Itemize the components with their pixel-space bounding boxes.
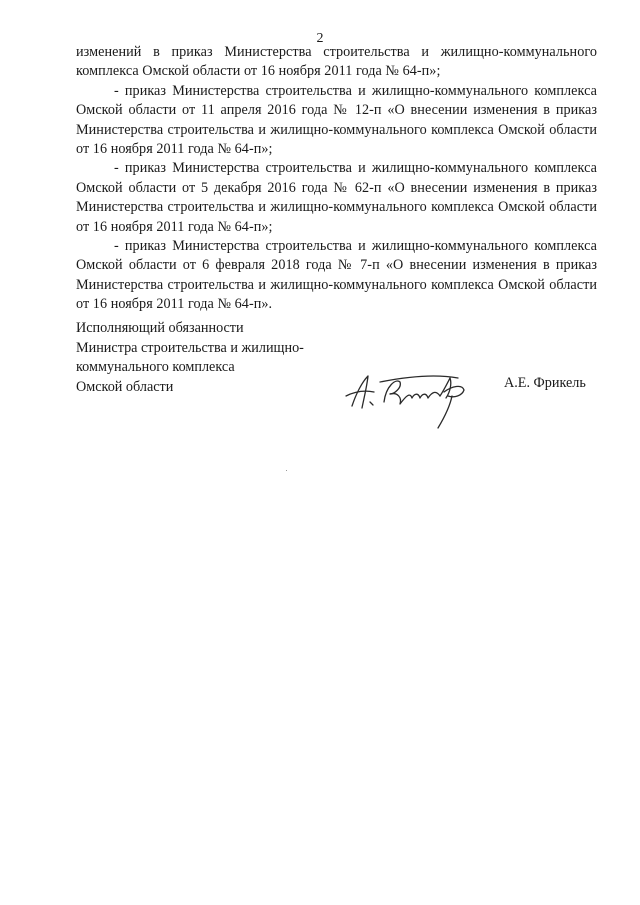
signer-name: А.Е. Фрикель <box>504 375 586 391</box>
list-item-order-7-p: - приказ Министерства строительства и жилищно-коммунального комплекса Омской области от 6 февраля 2018 года № 7-п «О внесении изменения в приказ Министерства строительства и жилищно-коммунального комплекса Омской области от 16 ноября 2011 года № 64-п». <box>76 238 597 313</box>
signatory-line: Министра строительства и жилищно- <box>76 339 304 356</box>
signatory-line: Исполняющий обязанности <box>76 320 244 336</box>
document-body <box>76 43 597 315</box>
list-item-order-12-p: - приказ Министерства строительства и жилищно-коммунального комплекса Омской области от 11 апреля 2016 года № 12-п «О внесении изменения в приказ Министерства строительства и жилищно-коммунального комплекса Омской области от 16 ноября 2011 года № 64-п»; <box>76 82 597 158</box>
handwritten-signature <box>340 372 490 430</box>
page-number: 2 <box>316 31 324 46</box>
signatory-line: коммунального комплекса <box>76 359 235 376</box>
signatory-line: Омской области <box>76 378 174 395</box>
scan-artifact <box>286 470 287 471</box>
list-item-order-62-p: - приказ Министерства строительства и жилищно-коммунального комплекса Омской области от 5 декабря 2016 года № 62-п «О внесении изменения в приказ Министерства строительства и жилищно-коммунального комплекса Омской области от 16 ноября 2011 года № 64-п»; <box>76 160 597 235</box>
paragraph-continuation: изменений в приказ Министерства строительства и жилищно-коммунального комплекса Омской области от 16 ноября 2011 года № 64-п»; <box>76 44 597 80</box>
signatory-position <box>76 319 336 397</box>
